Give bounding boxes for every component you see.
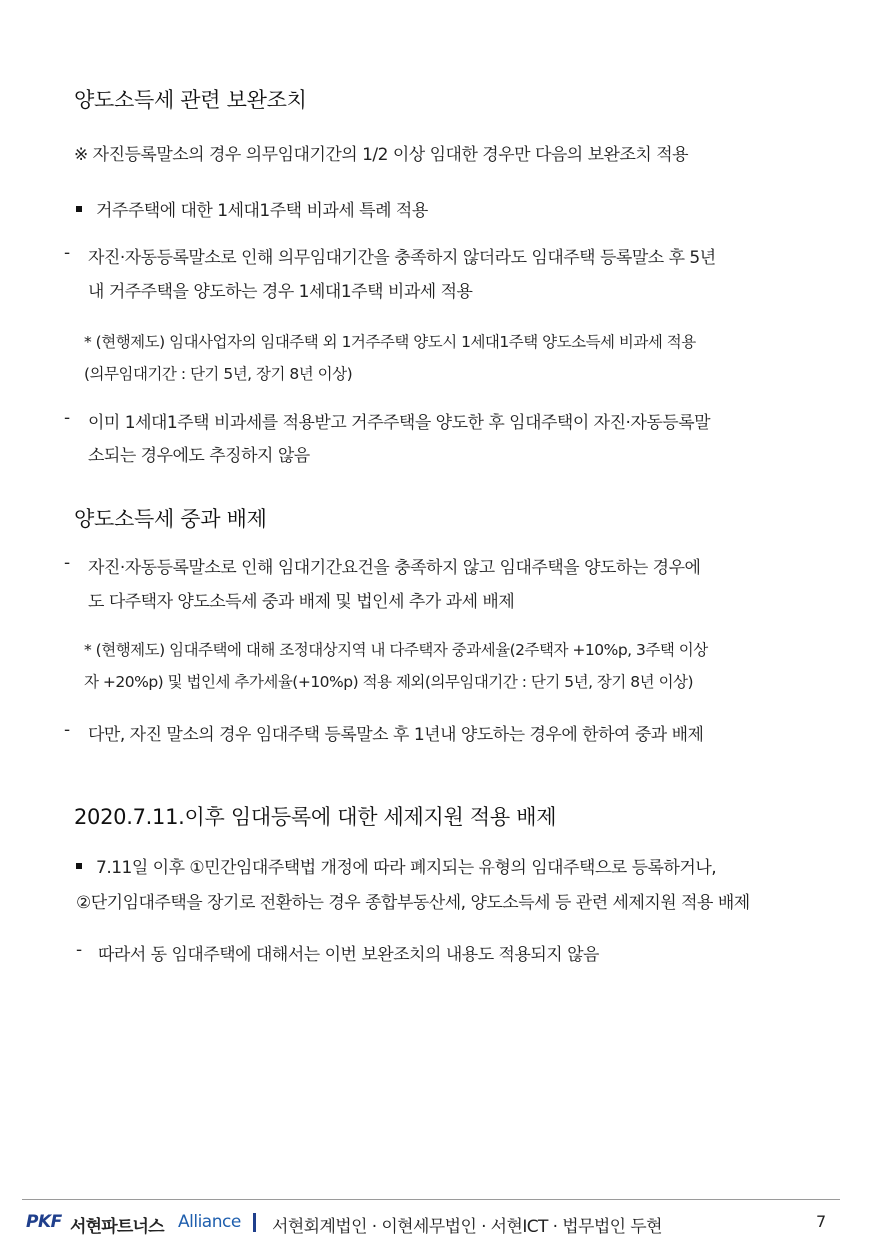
list-item-line: 내 거주주택을 양도하는 경우 1세대1주택 비과세 적용 (88, 282, 473, 302)
dash-marker: - (64, 553, 70, 573)
footnote-line: (의무임대기간 : 단기 5년, 장기 8년 이상) (84, 365, 353, 383)
list-item-line: 도 다주택자 양도소득세 중과 배제 및 법인세 추가 과세 배제 (88, 592, 515, 612)
bullet-text: 7.11일 이후 ①민간임대주택법 개정에 따라 폐지되는 유형의 임대주택으로 등록하거나, (96, 858, 717, 878)
bullet-text: 거주주택에 대한 1세대1주택 비과세 특례 적용 (96, 201, 428, 221)
list-item-line: 이미 1세대1주택 비과세를 적용받고 거주주택을 양도한 후 임대주택이 자진·자동등록말 (88, 413, 711, 433)
list-item-line: 소되는 경우에도 추징하지 않음 (88, 446, 310, 466)
bullet-continuation: ②단기임대주택을 장기로 전환하는 경우 종합부동산세, 양도소득세 등 관련 세제지원 적용 배제 (76, 893, 750, 913)
list-item-line: 다만, 자진 말소의 경우 임대주택 등록말소 후 1년내 양도하는 경우에 한하여 중과 배제 (88, 725, 704, 745)
section-title-tax-support-exclusion: 2020.7.11.이후 임대등록에 대한 세제지원 적용 배제 (74, 805, 557, 829)
section-title-capital-gains-supplement: 양도소득세 관련 보완조치 (74, 88, 307, 112)
footer-firms: 서현회계법인 · 이현세무법인 · 서현ICT · 법무법인 두현 (272, 1217, 662, 1237)
bullet-item (76, 196, 428, 221)
bullet-square-icon (76, 863, 82, 869)
footer-divider (22, 1199, 840, 1200)
logo-separator-bar (253, 1213, 256, 1232)
dash-marker: - (76, 940, 82, 960)
section-note: ※ 자진등록말소의 경우 의무임대기간의 1/2 이상 임대한 경우만 다음의 보완조치 적용 (74, 145, 689, 165)
list-item-line: 자진·자동등록말소로 인해 임대기간요건을 충족하지 않고 임대주택을 양도하는 경우에 (88, 558, 701, 578)
alliance-logo-text: Alliance (178, 1212, 241, 1232)
firm-logo-name: 서현파트너스 (70, 1217, 164, 1237)
footnote-line: 자 +20%p) 및 법인세 추가세율(+10%p) 적용 제외(의무임대기간 : 단기 5년, 장기 8년 이상) (84, 673, 694, 691)
page-number: 7 (816, 1212, 827, 1231)
dash-marker: - (64, 408, 70, 428)
dash-marker: - (64, 243, 70, 263)
dash-marker: - (64, 720, 70, 740)
footnote-line: * (현행제도) 임대주택에 대해 조정대상지역 내 다주택자 중과세율(2주택자 +10%p, 3주택 이상 (84, 641, 708, 659)
list-item-line: 자진·자동등록말소로 인해 의무임대기간을 충족하지 않더라도 임대주택 등록말소 후 5년 (88, 248, 716, 268)
bullet-square-icon (76, 206, 82, 212)
section-title-heavy-tax-exclusion: 양도소득세 중과 배제 (74, 507, 267, 531)
list-item-line: 따라서 동 임대주택에 대해서는 이번 보완조치의 내용도 적용되지 않음 (98, 945, 599, 965)
pkf-logo: PKF (26, 1212, 62, 1232)
footnote-line: * (현행제도) 임대사업자의 임대주택 외 1거주주택 양도시 1세대1주택 양도소득세 비과세 적용 (84, 333, 696, 351)
bullet-item (76, 853, 716, 878)
